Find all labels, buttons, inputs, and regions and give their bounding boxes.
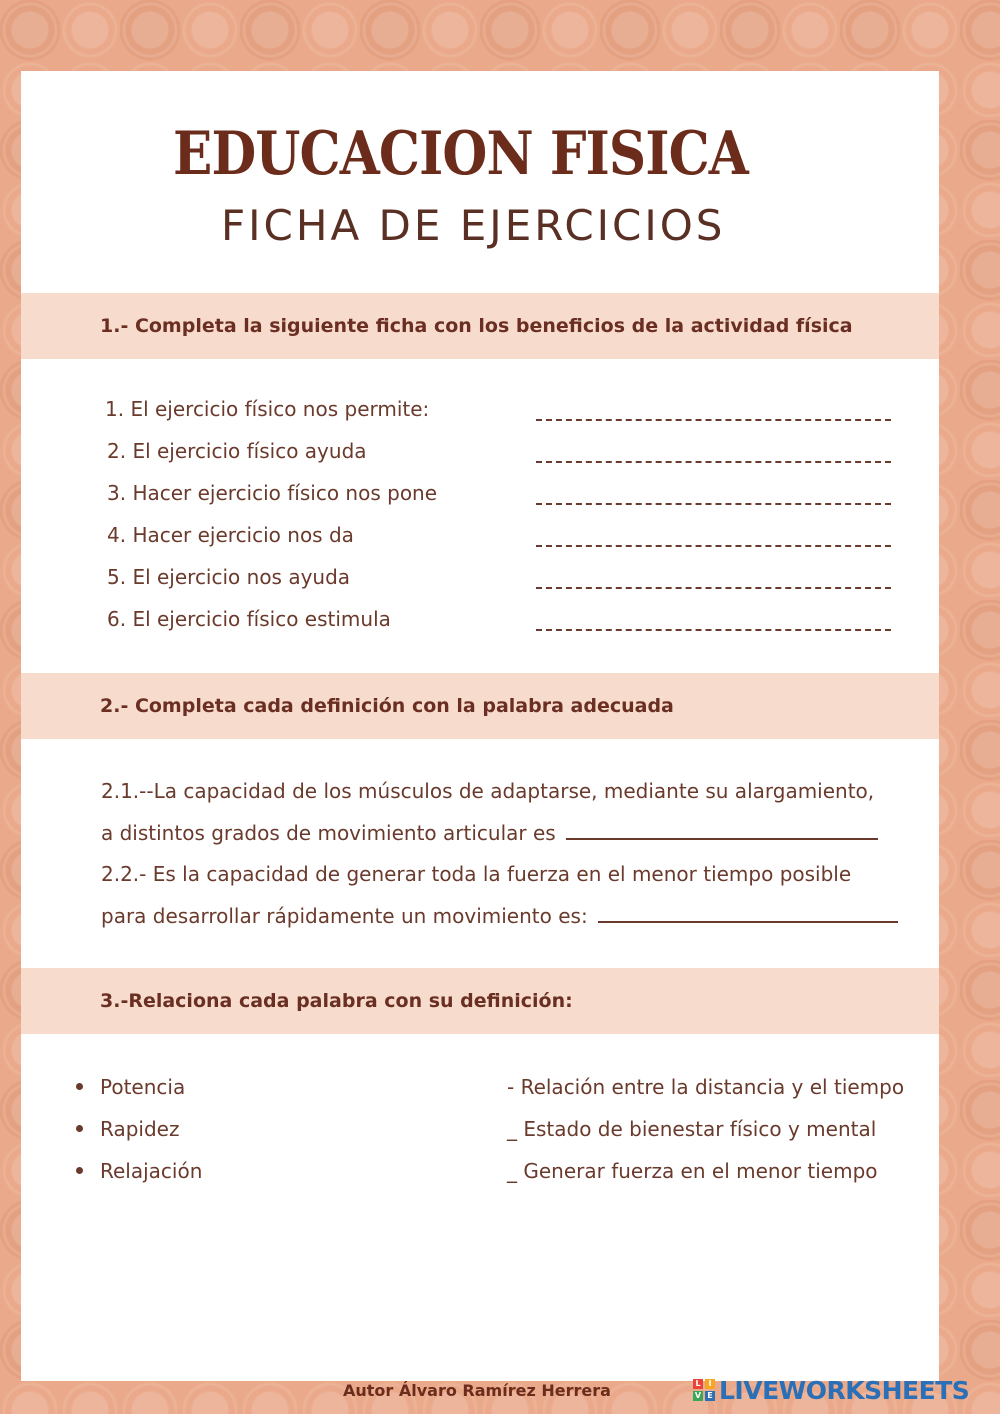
list-item[interactable]	[76, 1117, 179, 1141]
answer-blank[interactable]	[536, 545, 891, 547]
answer-blank[interactable]	[536, 461, 891, 463]
definition-text: a distintos grados de movimiento articular es	[101, 821, 556, 845]
item-prompt: 6. El ejercicio físico estimula	[107, 607, 391, 631]
list-item	[21, 557, 939, 599]
item-prompt: 2. El ejercicio físico ayuda	[107, 439, 367, 463]
definition-option[interactable]: _ Estado de bienestar físico y mental	[507, 1117, 877, 1141]
page-subtitle: FICHA DE EJERCICIOS	[221, 201, 726, 250]
item-prompt: 5. El ejercicio nos ayuda	[107, 565, 351, 589]
word-label: Potencia	[100, 1075, 186, 1099]
word-label: Relajación	[100, 1159, 203, 1183]
section3-heading: 3.-Relaciona cada palabra con su definición:	[100, 990, 573, 1012]
item-prompt: 3. Hacer ejercicio físico nos pone	[107, 481, 438, 505]
definition-option[interactable]: _ Generar fuerza en el menor tiempo	[507, 1159, 878, 1183]
liveworksheets-wordmark: LIVEWORKSHEETS	[719, 1375, 970, 1405]
definition-line	[101, 904, 901, 928]
section1-heading: 1.- Completa la siguiente ficha con los beneficios de la actividad física	[100, 315, 853, 337]
bullet-icon	[76, 1083, 83, 1090]
liveworksheets-mark-icon: L I V E	[693, 1379, 715, 1401]
worksheet-page	[21, 71, 939, 1381]
list-item	[21, 515, 939, 557]
section1-header	[21, 293, 939, 359]
item-prompt: 4. Hacer ejercicio nos da	[107, 523, 354, 547]
list-item[interactable]	[76, 1159, 202, 1183]
definition-line	[101, 779, 901, 803]
section2-heading: 2.- Completa cada definición con la palabra adecuada	[100, 695, 674, 717]
definition-line	[101, 821, 901, 845]
definition-option[interactable]: - Relación entre la distancia y el tiempo	[507, 1075, 905, 1099]
list-item	[21, 599, 939, 641]
word-label: Rapidez	[100, 1117, 180, 1141]
section2-header	[21, 673, 939, 739]
bullet-icon	[76, 1167, 83, 1174]
author-credit: Autor Álvaro Ramírez Herrera	[343, 1381, 611, 1400]
answer-blank[interactable]	[536, 503, 891, 505]
answer-blank[interactable]	[536, 587, 891, 589]
list-item	[21, 473, 939, 515]
page-title: EDUCACION FISICA	[173, 119, 748, 189]
answer-blank[interactable]	[536, 419, 891, 421]
answer-blank[interactable]	[566, 836, 878, 840]
definition-line	[101, 862, 901, 886]
list-item	[21, 431, 939, 473]
definition-text: para desarrollar rápidamente un movimiento es:	[101, 904, 588, 928]
answer-blank[interactable]	[536, 629, 891, 631]
section3-header	[21, 968, 939, 1034]
definition-text: 2.2.- Es la capacidad de generar toda la fuerza en el menor tiempo posible	[101, 862, 852, 886]
definition-text: 2.1.--La capacidad de los músculos de adaptarse, mediante su alargamiento,	[101, 779, 875, 803]
item-prompt: 1. El ejercicio físico nos permite:	[105, 397, 430, 421]
liveworksheets-logo[interactable]	[693, 1376, 969, 1404]
answer-blank[interactable]	[598, 919, 898, 923]
list-item[interactable]	[76, 1075, 185, 1099]
bullet-icon	[76, 1125, 83, 1132]
list-item	[21, 389, 939, 431]
